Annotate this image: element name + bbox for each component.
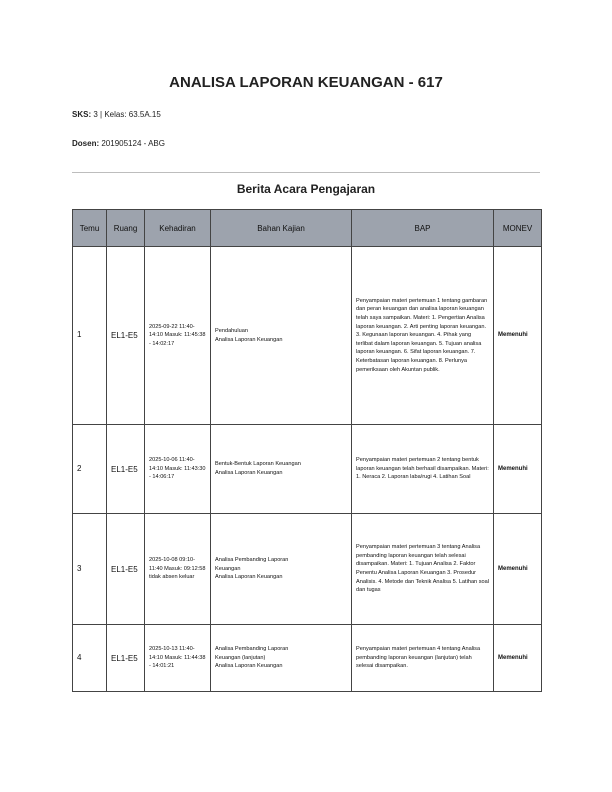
sks-label: SKS: bbox=[72, 110, 92, 119]
header-monev: MONEV bbox=[494, 210, 542, 247]
bahan-kajian-line: Keuangan bbox=[215, 565, 241, 572]
cell-monev: Memenuhi bbox=[494, 514, 542, 625]
cell-bahan-kajian bbox=[211, 514, 352, 625]
header-ruang: Ruang bbox=[107, 210, 145, 247]
dosen-label: Dosen: bbox=[72, 139, 100, 148]
divider bbox=[72, 172, 540, 173]
cell-ruang: EL1-E5 bbox=[107, 247, 145, 425]
cell-temu: 3 bbox=[73, 514, 107, 625]
table-row bbox=[73, 625, 542, 692]
bahan-kajian-line: Keuangan (lanjutan) bbox=[215, 654, 266, 661]
bahan-kajian-line: Analisa Pembanding Laporan bbox=[215, 646, 289, 653]
table-header-row bbox=[73, 210, 542, 247]
cell-ruang: EL1-E5 bbox=[107, 625, 145, 692]
header-bahan-kajian: Bahan Kajian bbox=[211, 210, 352, 247]
bap-table bbox=[72, 209, 542, 692]
bahan-kajian-line: Analisa Laporan Keuangan bbox=[215, 336, 283, 343]
cell-temu: 2 bbox=[73, 425, 107, 514]
cell-kehadiran: 2025-10-08 09:10-11:40 Masuk: 09:12:58 tidak absen keluar bbox=[145, 514, 211, 625]
cell-bahan-kajian bbox=[211, 247, 352, 425]
bahan-kajian-line: Pendahuluan bbox=[215, 327, 248, 334]
section-title: Berita Acara Pengajaran bbox=[236, 182, 376, 196]
cell-bahan-kajian bbox=[211, 425, 352, 514]
table-row bbox=[73, 514, 542, 625]
cell-monev: Memenuhi bbox=[494, 247, 542, 425]
bahan-kajian-line: Analisa Pembanding Laporan bbox=[215, 557, 289, 564]
header-bap: BAP bbox=[352, 210, 494, 247]
cell-monev: Memenuhi bbox=[494, 425, 542, 514]
cell-bap: Penyampaian materi pertemuan 4 tentang Analisa pembanding laporan keuangan (lanjutan) telah selesai disampaikan. bbox=[352, 625, 494, 692]
cell-kehadiran: 2025-09-22 11:40-14:10 Masuk: 11:45:38 - 14:02:17 bbox=[145, 247, 211, 425]
header-temu: Temu bbox=[73, 210, 107, 247]
cell-bahan-kajian bbox=[211, 625, 352, 692]
bahan-kajian-line: Bentuk-Bentuk Laporan Keuangan bbox=[215, 461, 301, 468]
cell-temu: 4 bbox=[73, 625, 107, 692]
header-kehadiran: Kehadiran bbox=[145, 210, 211, 247]
table-row bbox=[73, 247, 542, 425]
bahan-kajian-line: Analisa Laporan Keuangan bbox=[215, 574, 283, 581]
cell-ruang: EL1-E5 bbox=[107, 425, 145, 514]
dosen-line bbox=[72, 139, 165, 148]
page-title: ANALISA LAPORAN KEUANGAN - 617 bbox=[169, 74, 443, 91]
table-row bbox=[73, 425, 542, 514]
bahan-kajian-line: Analisa Laporan Keuangan bbox=[215, 663, 283, 670]
sks-value: 3 | Kelas: 63.5A.15 bbox=[93, 110, 161, 119]
cell-ruang: EL1-E5 bbox=[107, 514, 145, 625]
bahan-kajian-line: Analisa Laporan Keuangan bbox=[215, 470, 283, 476]
dosen-value: 201905124 - ABG bbox=[101, 139, 165, 148]
cell-monev: Memenuhi bbox=[494, 625, 542, 692]
cell-temu: 1 bbox=[73, 247, 107, 425]
cell-kehadiran: 2025-10-06 11:40-14:10 Masuk: 11:43:30 - 14:06:17 bbox=[145, 425, 211, 514]
cell-kehadiran: 2025-10-13 11:40-14:10 Masuk: 11:44:38 - 14:01:21 bbox=[145, 625, 211, 692]
sks-line bbox=[72, 110, 161, 119]
cell-bap: Penyampaian materi pertemuan 3 tentang Analisa pembanding laporan keuangan telah selesai disampaikan. Materi: 1. Tujuan Analisa 2. Faktor Penentu Analisa Laporan Keuangan 3. Prosedur Analisis. 4. Metode dan Teknik Analisa 5. Latihan soal dan tugas bbox=[352, 514, 494, 625]
cell-bap: Penyampaian materi pertemuan 1 tentang gambaran dan peran keuangan dan analisa laporan keuangan telah saya sampaikan. Materi: 1. Pengertian Analisa laporan keuangan. 2. Arti penting laporan keuangan. 3. Kegunaan laporan keuangan. 4. Pihak yang terlibat dalam laporan keuangan. 5. Tujuan analisa laporan keuangan. 6. Sifat laporan keuangan. 7. Keterbatasan laporan keuangan. 8. Perlunya pemeriksaan oleh Akuntan publik. bbox=[352, 247, 494, 425]
cell-bap: Penyampaian materi pertemuan 2 tentang bentuk laporan keuangan telah berhasil disampaikan. Materi: 1. Neraca 2. Laporan laba/rugi 4. Latihan Soal bbox=[352, 425, 494, 514]
